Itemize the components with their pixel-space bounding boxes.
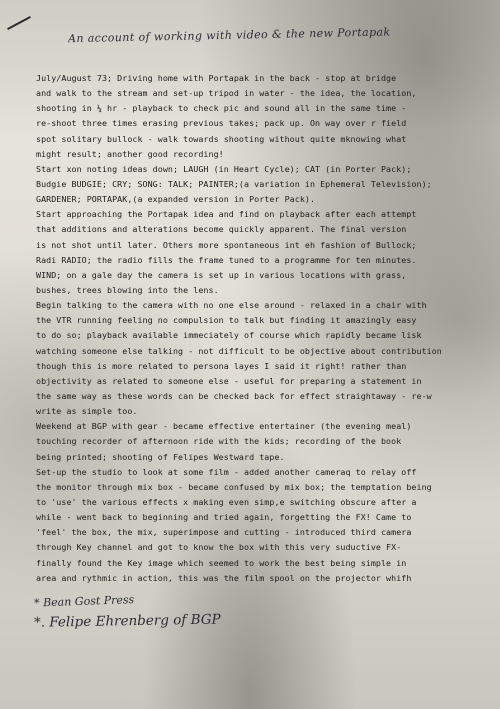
text-line: while - went back to beginning and tried again, forgetting the FX! Came to bbox=[36, 512, 412, 523]
text-line: might result; another good recording! bbox=[36, 148, 224, 159]
text-line: finally found the Key image which seemed to work the best being simple in bbox=[36, 557, 407, 568]
handwritten-footnote-2: *. Felipe Ehrenberg of BGP bbox=[33, 611, 221, 631]
text-line: Budgie BUDGIE; CRY; SONG: TALK; PAINTER;(a variation in Ephemeral Television); bbox=[36, 178, 432, 189]
text-line: watching someone else talking - not difficult to be objective about contribution bbox=[36, 345, 442, 356]
text-line: to 'use' the various effects x making even simp,e switching obscure after a bbox=[36, 496, 417, 507]
text-line: shooting in ¼ hr - playback to check pic and sound all in the same time - bbox=[36, 103, 407, 114]
text-line: touching recorder of afternoon ride with the kids; recording of the book bbox=[36, 436, 402, 447]
text-line: is not shot until later. Others more spontaneous int eh fashion of Bullock; bbox=[36, 239, 417, 250]
handwritten-header-note: An account of working with video & the new Portapak bbox=[67, 25, 391, 46]
pen-mark bbox=[7, 16, 31, 30]
text-line: write as simple too. bbox=[36, 406, 138, 417]
text-line: July/August 73; Driving home with Portapak in the back - stop at bridge bbox=[36, 73, 397, 83]
text-line: 'feel' the box, the mix, superimpose and cutting - introduced third camera bbox=[36, 527, 412, 538]
text-line: bushes, trees blowing into the lens. bbox=[36, 284, 219, 295]
text-line: that additions and alterations become quickly apparent. The final version bbox=[36, 224, 407, 235]
text-line: Set-up the studio to look at some film - added another cameraq to relay off bbox=[36, 466, 417, 477]
handwritten-footnote-1: * Bean Gost Press bbox=[33, 593, 135, 610]
text-line: the VTR running feeling no compulsion to talk but finding it amazingly easy bbox=[36, 315, 417, 326]
text-line: Begin talking to the camera with no one else around - relaxed in a chair with bbox=[36, 300, 427, 311]
text-line: the same way as these words can be checked back for effect straightaway - re-w bbox=[36, 390, 432, 401]
typewritten-body bbox=[36, 71, 484, 586]
text-line: objectivity as related to someone else - useful for preparing a statement in bbox=[36, 375, 422, 386]
text-line: GARDENER; PORTAPAK,(a expanded version in Porter Pack). bbox=[36, 194, 316, 205]
text-line: spot solitary bullock - walk towards shooting without quite mknowing what bbox=[36, 133, 407, 144]
text-line: to do so; playback available immeciately of course which rapidly became lisk bbox=[36, 330, 422, 341]
text-line: Weekend at BGP with gear - became effective entertainer (the evening meal) bbox=[36, 421, 412, 432]
text-line: Radi RADIO; the radio fills the frame tuned to a programme for ten minutes. bbox=[36, 254, 417, 265]
text-line: Start approaching the Portapak idea and find on playback after each attempt bbox=[36, 209, 417, 220]
text-line: though this is more related to persona layes I said it right! rather than bbox=[36, 360, 407, 371]
text-line: the monitor through mix box - became confused by mix box; the temptation being bbox=[36, 481, 432, 492]
text-line: re-shoot three times erasing previous takes; pack up. On way over r field bbox=[36, 118, 407, 129]
text-line: and walk to the stream and set-up tripod in water - the idea, the location, bbox=[36, 88, 417, 99]
text-line: area and rythmic in action, this was the film spool on the projector whifh bbox=[36, 572, 412, 583]
text-line: Start xon noting ideas down; LAUGH (in Heart Cycle); CAT (in Porter Pack); bbox=[36, 163, 412, 174]
text-line: being printed; shooting of Felipes Westward tape. bbox=[36, 451, 285, 462]
text-line: WIND; on a gale day the camera is set up in various locations with grass, bbox=[36, 269, 407, 280]
text-line: through Key channel and got to know the box with this very suductive FX- bbox=[36, 542, 402, 553]
